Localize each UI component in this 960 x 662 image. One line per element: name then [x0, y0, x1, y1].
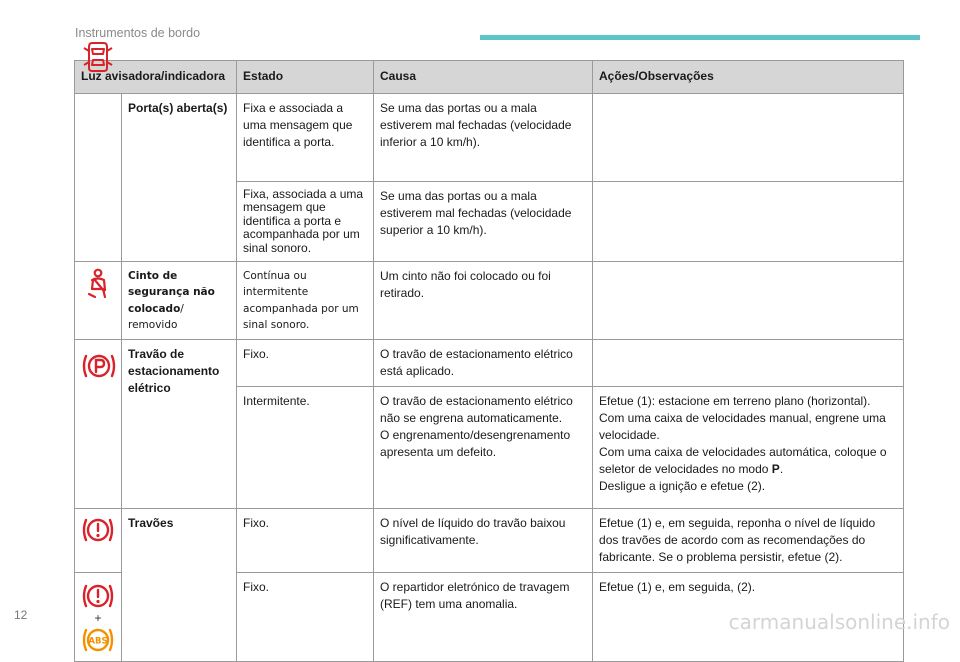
parking-brake-actions-1 [593, 340, 904, 387]
page-header-title: Instrumentos de bordo [75, 26, 201, 40]
doors-state-2: Fixa, associada a uma mensagem que identifica a porta e acompanhada por um sinal sonoro. [237, 182, 374, 262]
brakes-actions-1: Efetue (1) e, em seguida, reponha o nível de líquido dos travões de acordo com as recomendações do fabricante. Se o problema persistir, efetue (2). [593, 509, 904, 573]
parking-brake-name: Travão de estacionamento elétrico [122, 340, 237, 509]
brake-icon-cell [75, 509, 122, 573]
seatbelt-icon [85, 268, 111, 300]
parking-brake-state-2: Intermitente. [237, 387, 374, 509]
abs-warning-icon [81, 625, 115, 655]
warning-lights-table [74, 60, 904, 662]
table-row [75, 509, 904, 573]
seatbelt-name: Cinto de segurança não colocado/ removido [122, 262, 237, 340]
header-cell-actions: Ações/Observações [593, 61, 904, 94]
parking-brake-actions-2: Efetue (1): estacione em terreno plano (horizontal). Com uma caixa de velocidades manual, engrene uma velocidade. Com uma caixa de velocidades automática, coloque o seletor de velocidades no modo P. Desligue a ignição e efetue (2). [593, 387, 904, 509]
brake-abs-icon-cell [75, 573, 122, 662]
parking-brake-state-1: Fixo. [237, 340, 374, 387]
parking-brake-cause-2: O travão de estacionamento elétrico não se engrena automaticamente. O engrenamento/desengrenamento apresenta um defeito. [374, 387, 593, 509]
brakes-actions-2: Efetue (1) e, em seguida, (2). [593, 573, 904, 662]
seatbelt-icon-cell [75, 262, 122, 340]
seatbelt-cause: Um cinto não foi colocado ou foi retirado. [374, 262, 593, 340]
abs-icon-label: ABS [88, 636, 108, 647]
parking-brake-cause-1: O travão de estacionamento elétrico está aplicado. [374, 340, 593, 387]
table-row [75, 94, 904, 182]
plus-sign: + [94, 611, 102, 626]
brake-warning-icon [81, 581, 115, 611]
header-accent-bar [480, 35, 920, 40]
brakes-cause-2: O repartidor eletrónico de travagem (REF) tem uma anomalia. [374, 573, 593, 662]
parking-brake-icon-cell [75, 340, 122, 509]
doors-actions-1 [593, 94, 904, 182]
doors-cause-2: Se uma das portas ou a mala estiverem mal fechadas (velocidade superior a 10 km/h). [374, 182, 593, 262]
brake-warning-icon [81, 515, 115, 545]
seatbelt-actions [593, 262, 904, 340]
seatbelt-state: Contínua ou intermitente acompanhada por um sinal sonoro. [237, 262, 374, 340]
watermark: carmanualsonline.info [728, 610, 950, 634]
table-row [75, 340, 904, 387]
brakes-state-2: Fixo. [237, 573, 374, 662]
table-row [75, 262, 904, 340]
header-cell-cause: Causa [374, 61, 593, 94]
page-number: 12 [14, 608, 28, 622]
door-icon-cell [75, 94, 122, 262]
doors-cause-1: Se uma das portas ou a mala estiverem mal fechadas (velocidade inferior a 10 km/h). [374, 94, 593, 182]
header-cell-state: Estado [237, 61, 374, 94]
doors-actions-2 [593, 182, 904, 262]
brakes-cause-1: O nível de líquido do travão baixou significativamente. [374, 509, 593, 573]
brakes-state-1: Fixo. [237, 509, 374, 573]
doors-name: Porta(s) aberta(s) [122, 94, 237, 262]
parking-brake-icon [81, 350, 117, 382]
doors-state-1: Fixa e associada a uma mensagem que identifica a porta. [237, 94, 374, 182]
header-cell-indicator: Luz avisadora/indicadora [75, 61, 237, 94]
brakes-name: Travões [122, 509, 237, 662]
table-header-row [75, 61, 904, 94]
